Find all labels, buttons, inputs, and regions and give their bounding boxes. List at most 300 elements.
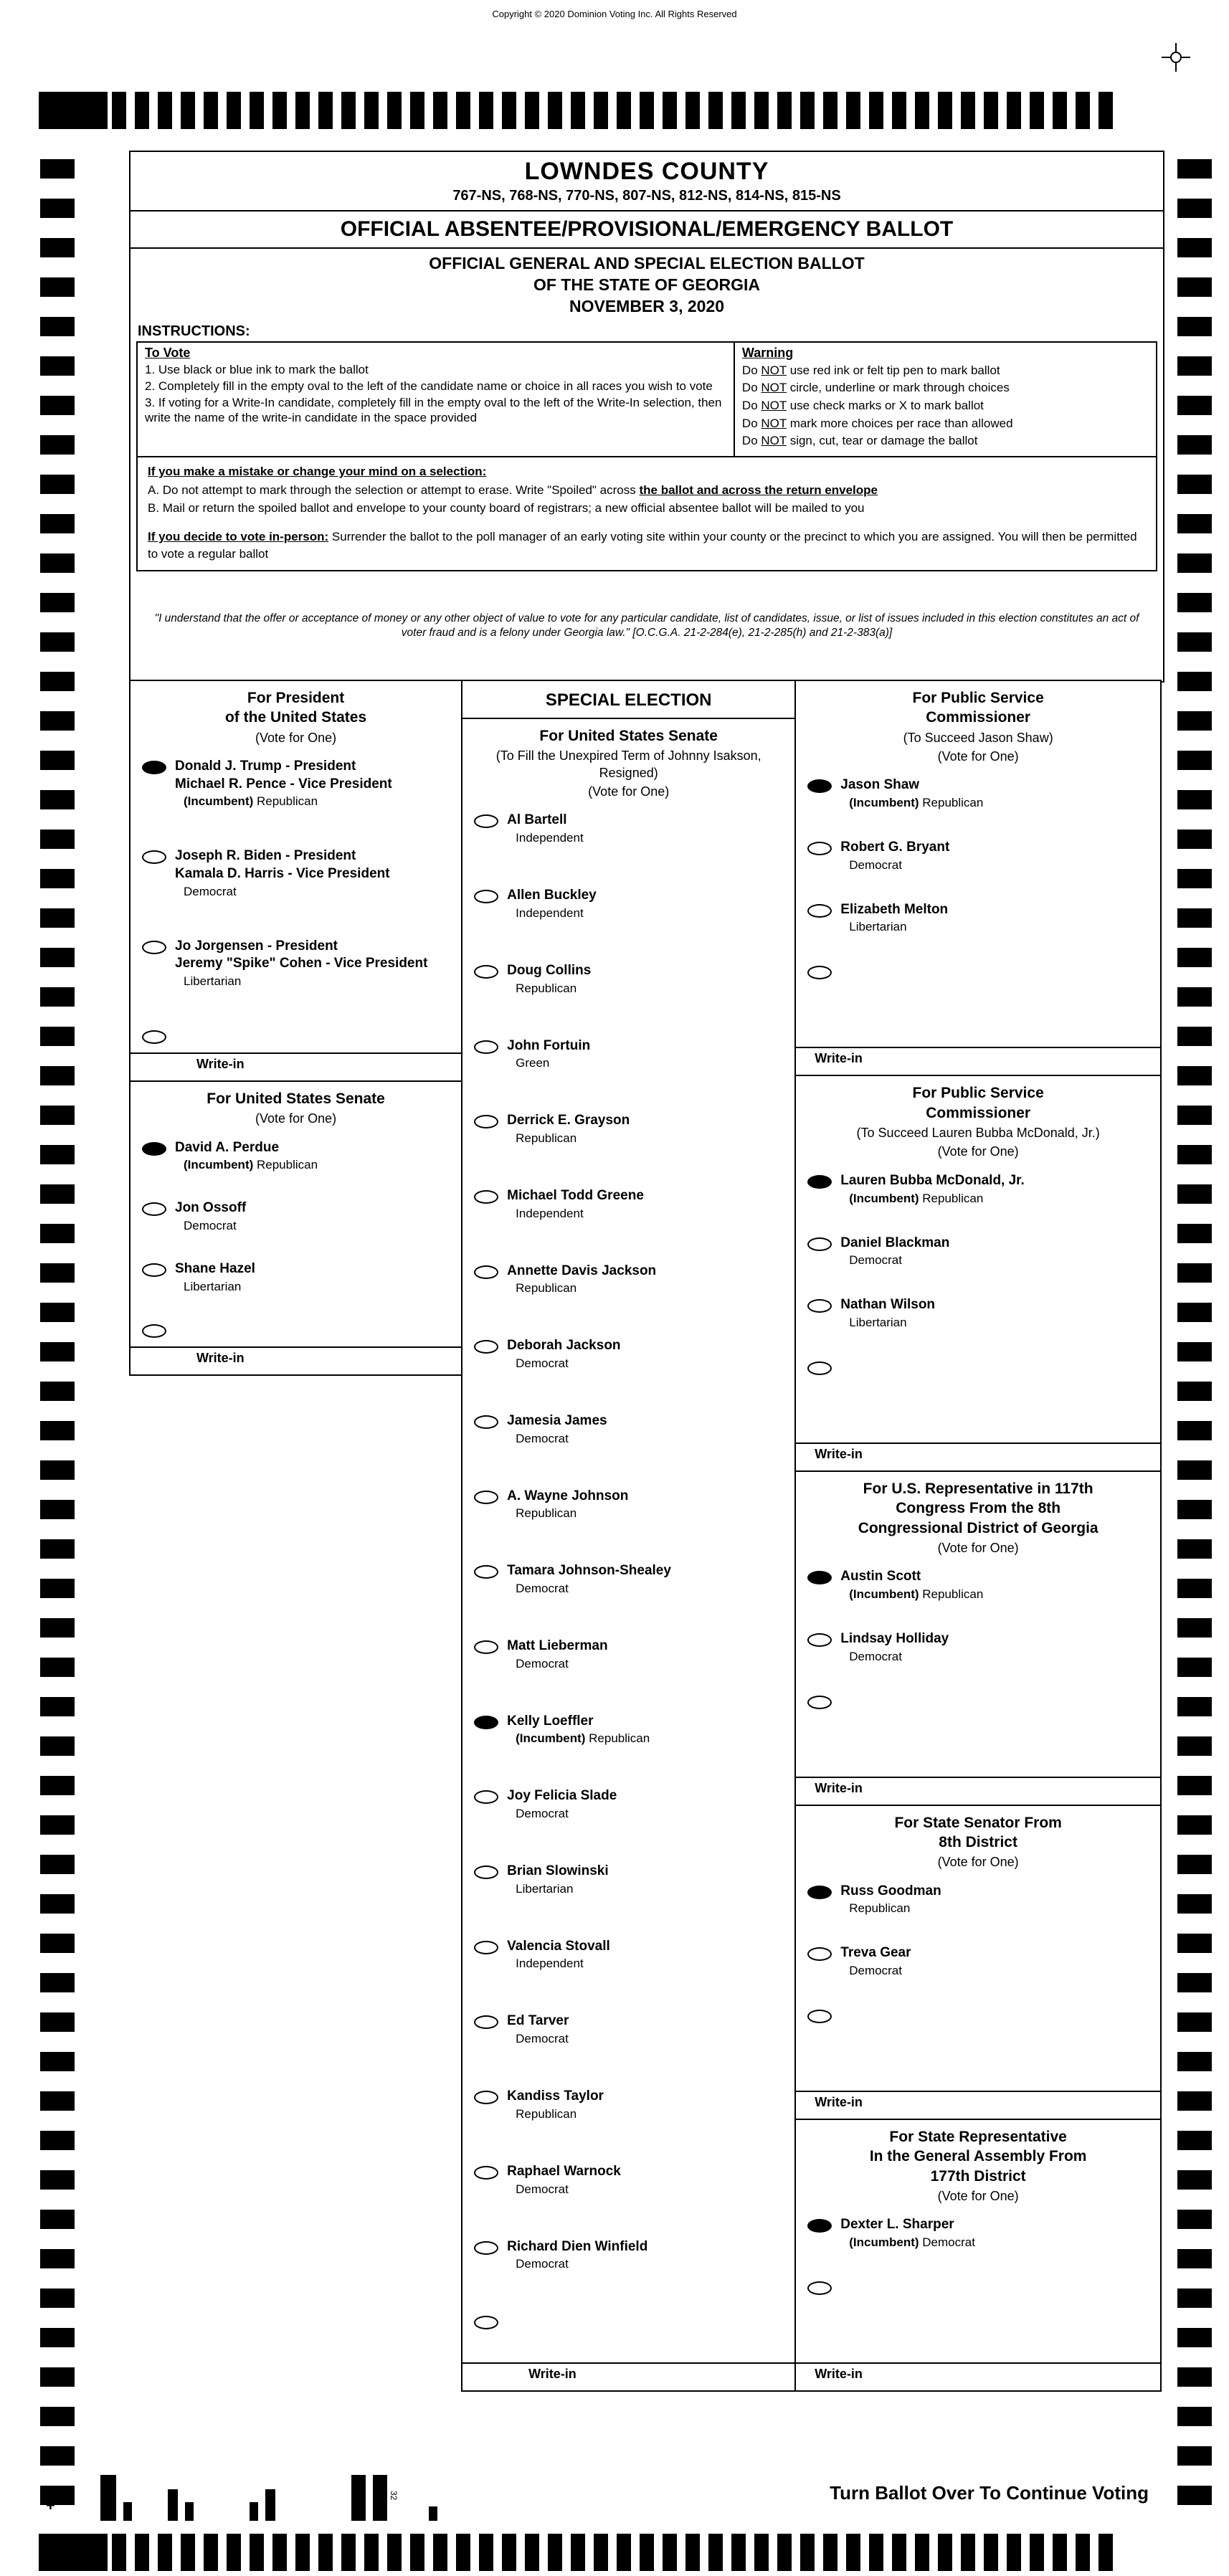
timing-mark xyxy=(1177,1934,1212,1953)
candidate-name: Brian Slowinski xyxy=(507,1863,609,1879)
corner-plus-mark: + xyxy=(46,2496,55,2514)
timing-mark xyxy=(1177,672,1212,691)
candidate-row xyxy=(796,1172,1160,1206)
timing-mark xyxy=(1177,2289,1212,2308)
candidate-info xyxy=(175,1139,318,1173)
write-in-oval[interactable] xyxy=(474,2316,498,2329)
timing-mark xyxy=(846,92,860,129)
timing-marks-top xyxy=(112,92,1113,129)
warning-item: Do NOT sign, cut, tear or damage the ballot xyxy=(741,434,978,448)
write-in-label: Write-in xyxy=(196,1057,245,1072)
timing-mark xyxy=(250,2534,264,2571)
timing-mark xyxy=(1177,1421,1212,1440)
timing-mark xyxy=(1177,632,1212,652)
timing-mark xyxy=(40,514,75,533)
instructions-label: INSTRUCTIONS: xyxy=(138,323,250,339)
timing-mark xyxy=(40,2091,75,2111)
write-in-row xyxy=(796,963,1160,979)
candidate-oval[interactable] xyxy=(474,1115,498,1128)
timing-mark xyxy=(40,1855,75,1874)
timing-mark xyxy=(823,2534,837,2571)
timing-mark xyxy=(1177,1382,1212,1401)
timing-mark xyxy=(40,1342,75,1361)
timing-mark xyxy=(502,92,516,129)
candidate-oval[interactable] xyxy=(474,1866,498,1879)
barcode-bar xyxy=(123,2502,132,2521)
timing-mark xyxy=(40,1815,75,1835)
timing-mark xyxy=(548,2534,562,2571)
barcode-bar xyxy=(100,2475,116,2521)
timing-mark xyxy=(754,2534,769,2571)
candidate-name: Daniel Blackman xyxy=(840,1235,950,1250)
to-vote-items xyxy=(145,362,726,426)
contest-title: Commissioner xyxy=(926,1104,1031,1121)
timing-mark xyxy=(181,2534,195,2571)
timing-mark xyxy=(40,2446,75,2466)
ballot-column-3 xyxy=(794,680,1162,2392)
candidate-oval[interactable] xyxy=(474,2241,498,2255)
candidate-row xyxy=(131,938,461,989)
election-title xyxy=(131,249,1163,323)
timing-mark xyxy=(40,1539,75,1559)
candidate-info xyxy=(840,776,983,810)
timing-mark xyxy=(158,2534,172,2571)
candidate-oval[interactable] xyxy=(474,1640,498,1654)
candidate-oval[interactable] xyxy=(807,2219,832,2233)
timing-mark xyxy=(984,2534,998,2571)
timing-mark xyxy=(594,92,608,129)
timing-mark xyxy=(387,2534,402,2571)
candidate-info xyxy=(507,1713,650,1746)
candidate-info xyxy=(507,2238,647,2272)
timing-mark xyxy=(112,92,126,129)
timing-mark xyxy=(685,2534,700,2571)
candidate-oval[interactable] xyxy=(142,941,166,954)
timing-mark xyxy=(1177,2210,1212,2229)
candidate-oval[interactable] xyxy=(474,2015,498,2029)
candidate-party: Democrat xyxy=(516,1356,569,1370)
candidate-row xyxy=(462,1562,794,1596)
candidate-info xyxy=(507,1112,630,1146)
timing-mark xyxy=(341,2534,356,2571)
timing-mark xyxy=(938,2534,952,2571)
candidate-row xyxy=(462,812,794,845)
write-in-oval[interactable] xyxy=(807,2010,832,2023)
candidate-oval[interactable] xyxy=(474,890,498,903)
timing-mark xyxy=(1177,1184,1212,1204)
write-in-row xyxy=(796,1359,1160,1375)
timing-mark xyxy=(456,2534,470,2571)
candidate-name: Jo Jorgensen - President xyxy=(175,938,338,954)
candidate-name: Austin Scott xyxy=(840,1569,921,1584)
candidate-party: Democrat xyxy=(516,1582,569,1596)
candidate-oval[interactable] xyxy=(142,1202,166,1216)
timing-mark xyxy=(1177,2446,1212,2466)
warning-title xyxy=(742,346,1149,361)
timing-mark xyxy=(1177,1342,1212,1361)
write-in-row xyxy=(796,2007,1160,2023)
to-vote-item: 2. Completely fill in the empty oval to the left of the candidate name or choice in all races you wish to vote xyxy=(145,379,713,393)
candidate-oval[interactable] xyxy=(807,1299,832,1313)
timing-mark xyxy=(295,2534,310,2571)
barcode-bar xyxy=(185,2502,194,2521)
candidate-info xyxy=(507,2088,604,2121)
to-vote-item: 1. Use black or blue ink to mark the ballot xyxy=(145,362,369,376)
candidate-oval[interactable] xyxy=(474,1040,498,1054)
timing-mark xyxy=(1177,908,1212,928)
candidate-party: Democrat xyxy=(849,1649,902,1663)
timing-mark xyxy=(40,1303,75,1322)
contest-title: For U.S. Representative in 117th xyxy=(863,1480,1093,1497)
candidate-party: Green xyxy=(516,1056,550,1070)
timing-mark xyxy=(204,2534,218,2571)
candidate-row xyxy=(462,1337,794,1371)
contest-title: Commissioner xyxy=(926,709,1031,726)
timing-mark xyxy=(1177,1815,1212,1835)
timing-mark xyxy=(869,92,883,129)
to-vote-title xyxy=(145,346,726,361)
timing-mark xyxy=(731,2534,746,2571)
candidate-row xyxy=(796,1944,1160,1978)
timing-mark xyxy=(364,92,379,129)
candidate-name: Jason Shaw xyxy=(840,777,920,793)
barcode-bar xyxy=(168,2489,178,2521)
candidate-party: Democrat xyxy=(849,857,902,872)
candidate-party: Republican xyxy=(516,1281,577,1296)
candidate-oval[interactable] xyxy=(807,1175,832,1189)
timing-mark xyxy=(40,1776,75,1795)
write-in-label: Write-in xyxy=(815,2367,863,2382)
ballot-header-section xyxy=(129,151,1164,683)
timing-mark xyxy=(40,593,75,612)
candidate-party: Independent xyxy=(516,831,584,845)
write-in-oval[interactable] xyxy=(807,1696,832,1709)
candidate-row xyxy=(462,2238,794,2272)
candidate-oval[interactable] xyxy=(807,1886,832,1899)
contest-title: of the United States xyxy=(224,709,367,726)
timing-mark xyxy=(40,1618,75,1638)
candidate-oval[interactable] xyxy=(142,761,166,774)
candidate-name: Donald J. Trump - President xyxy=(175,758,356,774)
timing-mark xyxy=(1177,356,1212,376)
precinct-codes: 767-NS, 768-NS, 770-NS, 807-NS, 812-NS, 814-NS, 815-NS xyxy=(452,188,841,204)
candidate-row xyxy=(131,1139,461,1173)
timing-mark xyxy=(40,317,75,336)
write-in-oval[interactable] xyxy=(807,1361,832,1375)
timing-mark xyxy=(135,2534,149,2571)
timing-mark xyxy=(40,159,75,179)
timing-mark xyxy=(1007,92,1021,129)
timing-mark xyxy=(40,948,75,967)
candidate-row xyxy=(462,1112,794,1146)
timing-mark xyxy=(40,1973,75,1992)
election-date: NOVEMBER 3, 2020 xyxy=(569,296,725,315)
candidate-party: (Incumbent) Republican xyxy=(184,1158,318,1172)
candidate-name: Kamala D. Harris - Vice President xyxy=(175,866,390,882)
timing-mark xyxy=(1177,238,1212,257)
candidate-oval[interactable] xyxy=(807,1571,832,1584)
timing-mark xyxy=(961,92,975,129)
timing-mark xyxy=(708,2534,723,2571)
write-in-label: Write-in xyxy=(815,1446,863,1461)
timing-mark xyxy=(40,396,75,415)
candidate-party: (Incumbent) Republican xyxy=(516,1731,650,1746)
warning-item: Do NOT circle, underline or mark through choices xyxy=(741,381,1010,395)
candidate-oval[interactable] xyxy=(474,1340,498,1354)
timing-mark xyxy=(40,2249,75,2268)
candidate-oval[interactable] xyxy=(474,2091,498,2104)
timing-mark xyxy=(1030,92,1044,129)
timing-mark xyxy=(1076,92,1090,129)
candidate-oval[interactable] xyxy=(474,1790,498,1804)
candidate-oval[interactable] xyxy=(807,1633,832,1647)
write-in-row xyxy=(796,2278,1160,2295)
election-title-line2: OF THE STATE OF GEORGIA xyxy=(533,275,761,294)
candidate-row xyxy=(462,2163,794,2197)
candidate-party: Democrat xyxy=(516,2182,569,2196)
timing-mark xyxy=(40,672,75,691)
timing-mark xyxy=(40,356,75,376)
write-in-label: Write-in xyxy=(815,2095,863,2110)
timing-mark xyxy=(1177,475,1212,494)
contest-title: For United States Senate xyxy=(539,728,718,744)
timing-mark xyxy=(938,92,952,129)
timing-mark xyxy=(40,199,75,218)
candidate-row xyxy=(796,1235,1160,1268)
candidate-info xyxy=(840,1172,1025,1206)
contest-subtitle: (Vote for One) xyxy=(937,1855,1019,1870)
candidate-row xyxy=(462,1787,794,1821)
timing-mark xyxy=(410,92,424,129)
candidate-party: Independent xyxy=(516,906,584,920)
timing-mark xyxy=(40,1736,75,1756)
contest-header xyxy=(796,1472,1160,1568)
timing-marks-right xyxy=(1177,159,1212,2505)
timing-mark xyxy=(800,92,815,129)
timing-mark xyxy=(1177,553,1212,573)
timing-mark xyxy=(617,2534,631,2571)
candidate-oval[interactable] xyxy=(474,1491,498,1504)
candidate-party: (Incumbent) Democrat xyxy=(849,2235,975,2249)
candidate-info xyxy=(840,1944,911,1978)
write-in-label: Write-in xyxy=(815,1780,863,1795)
candidate-oval[interactable] xyxy=(474,1415,498,1429)
timing-mark xyxy=(548,92,562,129)
timing-mark xyxy=(40,2367,75,2387)
candidate-oval[interactable] xyxy=(807,1947,832,1961)
candidate-party: Libertarian xyxy=(184,1279,242,1293)
timing-mark xyxy=(1177,1027,1212,1046)
candidate-info xyxy=(507,1187,644,1221)
candidate-oval[interactable] xyxy=(474,1190,498,1204)
contest-header xyxy=(796,1076,1160,1171)
warning-item: Do NOT mark more choices per race than allowed xyxy=(741,416,1013,430)
candidate-oval[interactable] xyxy=(142,1142,166,1156)
timing-mark xyxy=(40,553,75,573)
write-in-oval[interactable] xyxy=(142,1030,166,1044)
in-person-heading: If you decide to vote in-person: xyxy=(148,530,329,544)
candidate-name: Elizabeth Melton xyxy=(840,901,949,917)
contest-title: For United States Senate xyxy=(207,1090,385,1108)
timing-mark xyxy=(40,1263,75,1283)
barcode-bar xyxy=(250,2502,258,2521)
candidate-oval[interactable] xyxy=(474,814,498,828)
write-in-oval[interactable] xyxy=(807,2281,832,2295)
candidate-info xyxy=(507,1938,610,1972)
timing-mark xyxy=(1177,1500,1212,1519)
contest-header xyxy=(796,2120,1160,2216)
mistake-item-a-emphasis: the ballot and across the return envelope xyxy=(639,483,878,497)
candidate-name: Tamara Johnson-Shealey xyxy=(507,1563,671,1579)
candidate-party: Democrat xyxy=(516,1807,569,1821)
timing-mark xyxy=(40,1382,75,1401)
write-in-label: Write-in xyxy=(528,2367,576,2381)
timing-mark xyxy=(571,2534,585,2571)
candidate-info xyxy=(507,2012,569,2046)
candidate-oval[interactable] xyxy=(474,1265,498,1279)
timing-mark xyxy=(1177,987,1212,1007)
candidate-party: Republican xyxy=(516,1506,577,1521)
candidate-oval[interactable] xyxy=(142,1263,166,1277)
candidate-name: David A. Perdue xyxy=(175,1139,280,1155)
contest xyxy=(796,1075,1160,1470)
candidate-info xyxy=(507,887,597,921)
timing-mark xyxy=(1177,2012,1212,2032)
candidate-row xyxy=(796,1568,1160,1602)
timing-mark xyxy=(112,2534,126,2571)
ballot-barcode xyxy=(100,2475,437,2521)
candidate-row xyxy=(462,1713,794,1746)
timing-mark xyxy=(410,2534,424,2571)
candidate-row xyxy=(131,1199,461,1233)
candidate-row xyxy=(462,887,794,921)
candidate-name: Valencia Stovall xyxy=(507,1938,610,1954)
candidate-row xyxy=(462,2012,794,2046)
candidate-oval[interactable] xyxy=(807,842,832,855)
timing-mark xyxy=(1177,1539,1212,1559)
timing-mark xyxy=(1177,1106,1212,1125)
timing-mark xyxy=(1053,92,1067,129)
candidate-oval[interactable] xyxy=(474,1716,498,1729)
cross-center-circle xyxy=(1170,52,1182,63)
timing-mark xyxy=(1177,2131,1212,2150)
timing-mark xyxy=(318,2534,333,2571)
candidate-oval[interactable] xyxy=(474,965,498,979)
contest-title: Congress From the 8th xyxy=(896,1500,1061,1517)
candidate-party: Libertarian xyxy=(849,1315,907,1329)
timing-mark xyxy=(1177,1855,1212,1874)
candidate-party: Democrat xyxy=(849,1963,902,1977)
timing-mark xyxy=(40,1697,75,1716)
candidate-name: Allen Buckley xyxy=(507,888,597,903)
timing-mark xyxy=(1030,2534,1044,2571)
timing-mark xyxy=(777,2534,792,2571)
timing-mark xyxy=(227,92,241,129)
timing-mark xyxy=(984,92,998,129)
candidate-info xyxy=(175,938,427,989)
candidate-info xyxy=(507,1787,617,1821)
timing-mark xyxy=(479,92,493,129)
timing-mark xyxy=(40,435,75,455)
candidate-info xyxy=(840,839,949,873)
candidate-oval[interactable] xyxy=(807,1237,832,1251)
candidate-row xyxy=(131,758,461,809)
timing-mark xyxy=(40,1421,75,1440)
timing-mark xyxy=(525,2534,539,2571)
timing-mark xyxy=(915,92,929,129)
contest-title: 177th District xyxy=(930,2167,1026,2185)
turn-ballot-over-text: Turn Ballot Over To Continue Voting xyxy=(830,2482,1149,2504)
candidate-name: Ed Tarver xyxy=(507,2013,569,2029)
candidate-party: Republican xyxy=(849,1901,911,1916)
candidate-info xyxy=(507,1337,620,1371)
candidate-name: Raphael Warnock xyxy=(507,2163,621,2179)
to-vote-title-text: To Vote xyxy=(145,345,191,360)
timing-mark xyxy=(40,830,75,849)
timing-mark xyxy=(1076,2534,1090,2571)
timing-mark xyxy=(40,2131,75,2150)
candidate-info xyxy=(840,1883,941,1916)
candidate-name: Shane Hazel xyxy=(175,1261,255,1277)
candidate-row xyxy=(796,2216,1160,2250)
write-in-oval[interactable] xyxy=(807,966,832,979)
timing-mark xyxy=(40,1934,75,1953)
candidate-name: Nathan Wilson xyxy=(840,1297,936,1313)
registration-cross-icon xyxy=(1162,43,1190,72)
timing-mark xyxy=(40,2210,75,2229)
timing-mark xyxy=(1177,948,1212,967)
candidate-oval[interactable] xyxy=(807,779,832,793)
candidate-name: Michael R. Pence - Vice President xyxy=(175,776,392,792)
timing-mark xyxy=(961,2534,975,2571)
timing-mark xyxy=(1177,1776,1212,1795)
contest xyxy=(796,681,1160,1075)
candidate-oval[interactable] xyxy=(474,2166,498,2180)
candidate-party: Democrat xyxy=(184,884,237,898)
timing-mark xyxy=(1177,435,1212,455)
candidate-row xyxy=(462,1187,794,1221)
write-in-row xyxy=(462,2313,794,2329)
timing-mark xyxy=(1177,790,1212,809)
candidate-row xyxy=(796,1296,1160,1330)
candidate-oval[interactable] xyxy=(474,1565,498,1579)
timing-mark xyxy=(433,92,447,129)
candidate-oval[interactable] xyxy=(142,850,166,864)
timing-mark xyxy=(1177,1579,1212,1598)
timing-mark xyxy=(915,2534,929,2571)
barcode-bar xyxy=(265,2489,275,2521)
contest-subtitle: (Vote for One) xyxy=(255,1111,337,1126)
timing-mark xyxy=(1053,2534,1067,2571)
timing-mark xyxy=(777,92,792,129)
candidate-oval[interactable] xyxy=(807,904,832,918)
timing-mark xyxy=(479,2534,493,2571)
contest xyxy=(796,1805,1160,2119)
warning-item: Do NOT use red ink or felt tip pen to mark ballot xyxy=(741,363,1000,377)
warning-box xyxy=(735,343,1156,456)
candidate-party: Democrat xyxy=(516,1656,569,1670)
candidate-party: Republican xyxy=(516,1131,577,1145)
timing-mark xyxy=(525,92,539,129)
timing-mark xyxy=(40,1184,75,1204)
warning-title-text: Warning xyxy=(741,345,794,360)
timing-mark xyxy=(40,475,75,494)
timing-mark xyxy=(1177,1066,1212,1085)
candidate-name: Al Bartell xyxy=(507,812,567,828)
candidate-oval[interactable] xyxy=(474,1941,498,1954)
candidate-row xyxy=(796,1630,1160,1664)
write-in-oval[interactable] xyxy=(142,1324,166,1338)
